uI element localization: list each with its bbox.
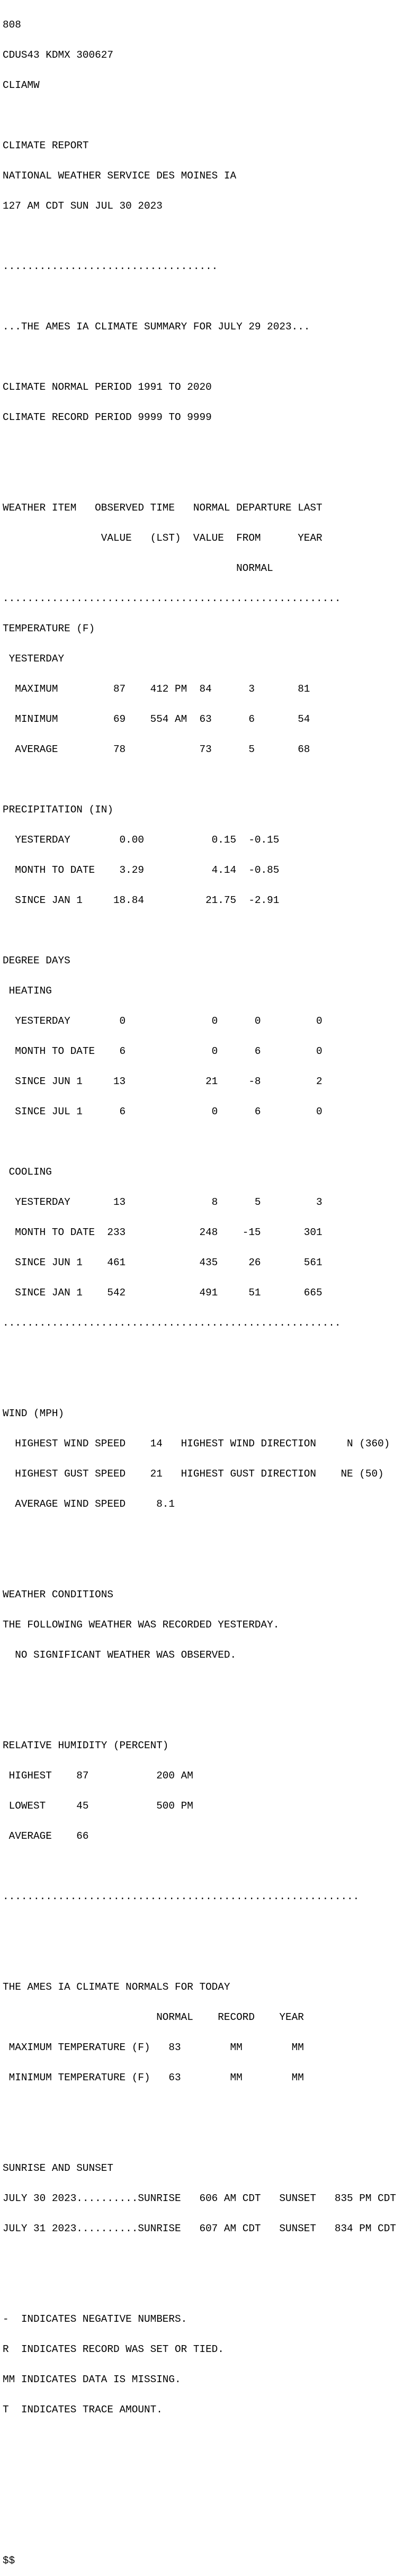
report-line: 127 AM CDT SUN JUL 30 2023 <box>3 200 163 212</box>
report-line: MONTH TO DATE 3.29 4.14 -0.85 <box>3 864 280 876</box>
report-line: SINCE JAN 1 542 491 51 665 <box>3 1287 323 1299</box>
report-line: YESTERDAY 0.00 0.15 -0.15 <box>3 834 280 846</box>
report-line <box>3 292 412 302</box>
report-line <box>3 2435 412 2445</box>
report-line: SINCE JUL 1 6 0 6 0 <box>3 1106 323 1117</box>
report-line: HIGHEST 87 200 AM <box>3 1770 193 1782</box>
report-line <box>3 1711 412 1721</box>
report-line <box>3 2254 412 2264</box>
report-line: SUNRISE AND SUNSET <box>3 2162 113 2174</box>
report-line: YESTERDAY <box>3 653 65 665</box>
report-line: - INDICATES NEGATIVE NUMBERS. <box>3 2313 187 2325</box>
report-line: $$ <box>3 2555 15 2566</box>
report-line: CLIMATE NORMAL PERIOD 1991 TO 2020 <box>3 381 212 393</box>
report-line: 808 <box>3 19 21 31</box>
report-line: CLIMATE RECORD PERIOD 9999 TO 9999 <box>3 412 212 423</box>
report-line: DEGREE DAYS <box>3 955 70 967</box>
report-line <box>3 1922 412 1932</box>
report-line: YESTERDAY 13 8 5 3 <box>3 1196 323 1208</box>
report-line <box>3 775 412 785</box>
report-line: MINIMUM 69 554 AM 63 6 54 <box>3 713 310 725</box>
report-line <box>3 1379 412 1389</box>
report-line <box>3 443 412 453</box>
report-line: ....................................................... <box>3 1317 341 1329</box>
report-line: AVERAGE 78 73 5 68 <box>3 744 310 755</box>
report-line: WIND (MPH) <box>3 1408 65 1419</box>
report-line <box>3 1137 412 1147</box>
report-line <box>3 1529 412 1540</box>
report-line: R INDICATES RECORD WAS SET OR TIED. <box>3 2344 224 2355</box>
report-line <box>3 1680 412 1690</box>
report-line <box>3 2496 412 2506</box>
report-line: AVERAGE WIND SPEED 8.1 <box>3 1498 175 1510</box>
report-line: MONTH TO DATE 233 248 -15 301 <box>3 1227 323 1238</box>
report-line: VALUE (LST) VALUE FROM YEAR <box>3 532 323 544</box>
report-line: TEMPERATURE (F) <box>3 623 95 634</box>
report-line <box>3 926 412 936</box>
report-line: WEATHER ITEM OBSERVED TIME NORMAL DEPARTURE LAST <box>3 502 323 514</box>
report-line: RELATIVE HUMIDITY (PERCENT) <box>3 1740 169 1751</box>
report-line: JULY 31 2023..........SUNRISE 607 AM CDT SUNSET 834 PM CDT <box>3 2223 396 2234</box>
report-line <box>3 2103 412 2113</box>
report-line <box>3 2526 412 2536</box>
report-line: T INDICATES TRACE AMOUNT. <box>3 2404 163 2416</box>
report-line: CLIAMW <box>3 79 40 91</box>
report-line: THE AMES IA CLIMATE NORMALS FOR TODAY <box>3 1981 230 1993</box>
report-line: NORMAL RECORD YEAR <box>3 2011 304 2023</box>
report-line: ................................... <box>3 261 218 272</box>
report-line <box>3 473 412 483</box>
report-line: NATIONAL WEATHER SERVICE DES MOINES IA <box>3 170 237 182</box>
report-line: CLIMATE REPORT <box>3 140 89 151</box>
report-line: HEATING <box>3 985 52 997</box>
report-line: WEATHER CONDITIONS <box>3 1589 113 1600</box>
report-line <box>3 2465 412 2475</box>
report-line <box>3 231 412 241</box>
report-line <box>3 2133 412 2143</box>
report-line: ...THE AMES IA CLIMATE SUMMARY FOR JULY 29 2023... <box>3 321 310 333</box>
report-line: MAXIMUM TEMPERATURE (F) 83 MM MM <box>3 2042 304 2053</box>
report-line: COOLING <box>3 1166 52 1178</box>
report-line: LOWEST 45 500 PM <box>3 1800 193 1812</box>
report-line: MM INDICATES DATA IS MISSING. <box>3 2374 181 2385</box>
report-line <box>3 1560 412 1570</box>
report-line: SINCE JUN 1 13 21 -8 2 <box>3 1076 323 1087</box>
report-line: .......................................................... <box>3 1891 360 1902</box>
report-line: ....................................................... <box>3 593 341 604</box>
report-line: MINIMUM TEMPERATURE (F) 63 MM MM <box>3 2072 304 2083</box>
report-line: NO SIGNIFICANT WEATHER WAS OBSERVED. <box>3 1649 237 1661</box>
report-line: JULY 30 2023..........SUNRISE 606 AM CDT SUNSET 835 PM CDT <box>3 2193 396 2204</box>
report-line: NORMAL <box>3 562 273 574</box>
report-line: YESTERDAY 0 0 0 0 <box>3 1015 323 1027</box>
report-line <box>3 1348 412 1358</box>
report-line: SINCE JAN 1 18.84 21.75 -2.91 <box>3 895 280 906</box>
report-line <box>3 1952 412 1962</box>
report-line: HIGHEST GUST SPEED 21 HIGHEST GUST DIRECTION NE (50) <box>3 1468 384 1480</box>
report-line: MONTH TO DATE 6 0 6 0 <box>3 1045 323 1057</box>
report-line: AVERAGE 66 <box>3 1830 89 1842</box>
report-line: HIGHEST WIND SPEED 14 HIGHEST WIND DIRECTION N (360) <box>3 1438 390 1450</box>
report-line: SINCE JUN 1 461 435 26 561 <box>3 1257 323 1268</box>
report-line <box>3 2284 412 2294</box>
report-line: THE FOLLOWING WEATHER WAS RECORDED YESTERDAY. <box>3 1619 280 1631</box>
report-line: PRECIPITATION (IN) <box>3 804 113 816</box>
report-line: MAXIMUM 87 412 PM 84 3 81 <box>3 683 310 695</box>
report-line: CDUS43 KDMX 300627 <box>3 49 113 61</box>
report-line <box>3 1862 412 1872</box>
report-line <box>3 111 412 121</box>
report-line <box>3 352 412 362</box>
